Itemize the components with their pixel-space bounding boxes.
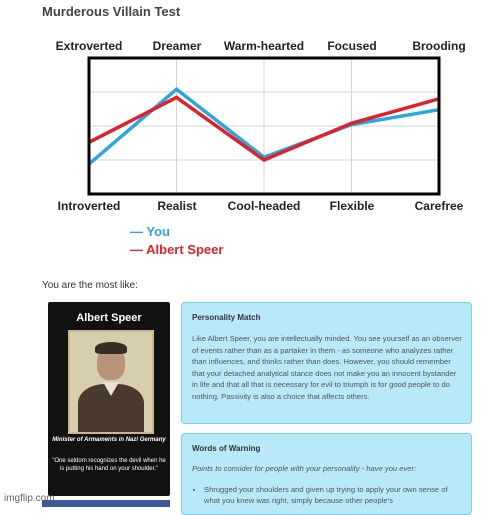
words-of-warning-title: Words of Warning xyxy=(192,444,261,453)
personality-match-body: Like Albert Speer, you are intellectually minded. You see yourself as an observer of events rather than as a partaker in them - as someone who analyzes rather than influences, and thinks rather than does. However, you should remember that your detached analytical stance does not make you an innocent bystander in life and that all that is necessary for evil to triumph is for good people to do nothing. Passivity is also a choice that affects others. xyxy=(192,334,462,401)
tick-label-bottom: Realist xyxy=(157,199,197,213)
villain-card xyxy=(48,302,170,496)
tick-label-bottom: Cool-headed xyxy=(227,199,301,213)
warning-item: • Shrugged your shoulders and given up trying to apply your own sense of what you knew was right, simply because other people's xyxy=(204,484,463,506)
tick-label-top: Warm-hearted xyxy=(223,39,305,53)
personality-match-panel xyxy=(181,302,472,424)
words-of-warning-subtitle: Points to consider for people with your personality - have you ever: xyxy=(192,464,417,473)
villain-name: Albert Speer xyxy=(76,312,142,324)
tick-label-top: Dreamer xyxy=(152,39,202,53)
plot-area xyxy=(89,58,439,194)
tick-label-bottom: Flexible xyxy=(329,199,375,213)
personality-match-title: Personality Match xyxy=(192,313,261,322)
bottom-tick-labels xyxy=(58,199,464,213)
tick-label-top: Focused xyxy=(327,39,377,53)
imgflip-watermark: imgflip.com xyxy=(4,493,55,504)
share-button-bar[interactable] xyxy=(42,500,170,507)
top-tick-labels xyxy=(56,39,466,53)
tick-label-top: Extroverted xyxy=(55,39,123,53)
legend-albert-speer: — Albert Speer xyxy=(130,242,224,257)
villain-portrait xyxy=(68,330,154,434)
legend xyxy=(130,224,223,257)
tick-label-top: Brooding xyxy=(412,39,466,53)
villain-role: Minister of Armaments in Nazi Germany xyxy=(52,437,166,443)
villain-quote: "One seldom recognizes the devil when he is putting his hand on your shoulder." xyxy=(52,458,166,472)
warning-list xyxy=(192,484,463,506)
test-title: Murderous Villain Test xyxy=(42,4,181,19)
personality-line-chart xyxy=(0,30,500,265)
most-like-heading: You are the most like: xyxy=(42,280,138,291)
tick-label-bottom: Introverted xyxy=(57,199,121,213)
words-of-warning-panel xyxy=(181,433,472,515)
tick-label-bottom: Carefree xyxy=(414,199,464,213)
legend-you: — You xyxy=(130,224,170,239)
